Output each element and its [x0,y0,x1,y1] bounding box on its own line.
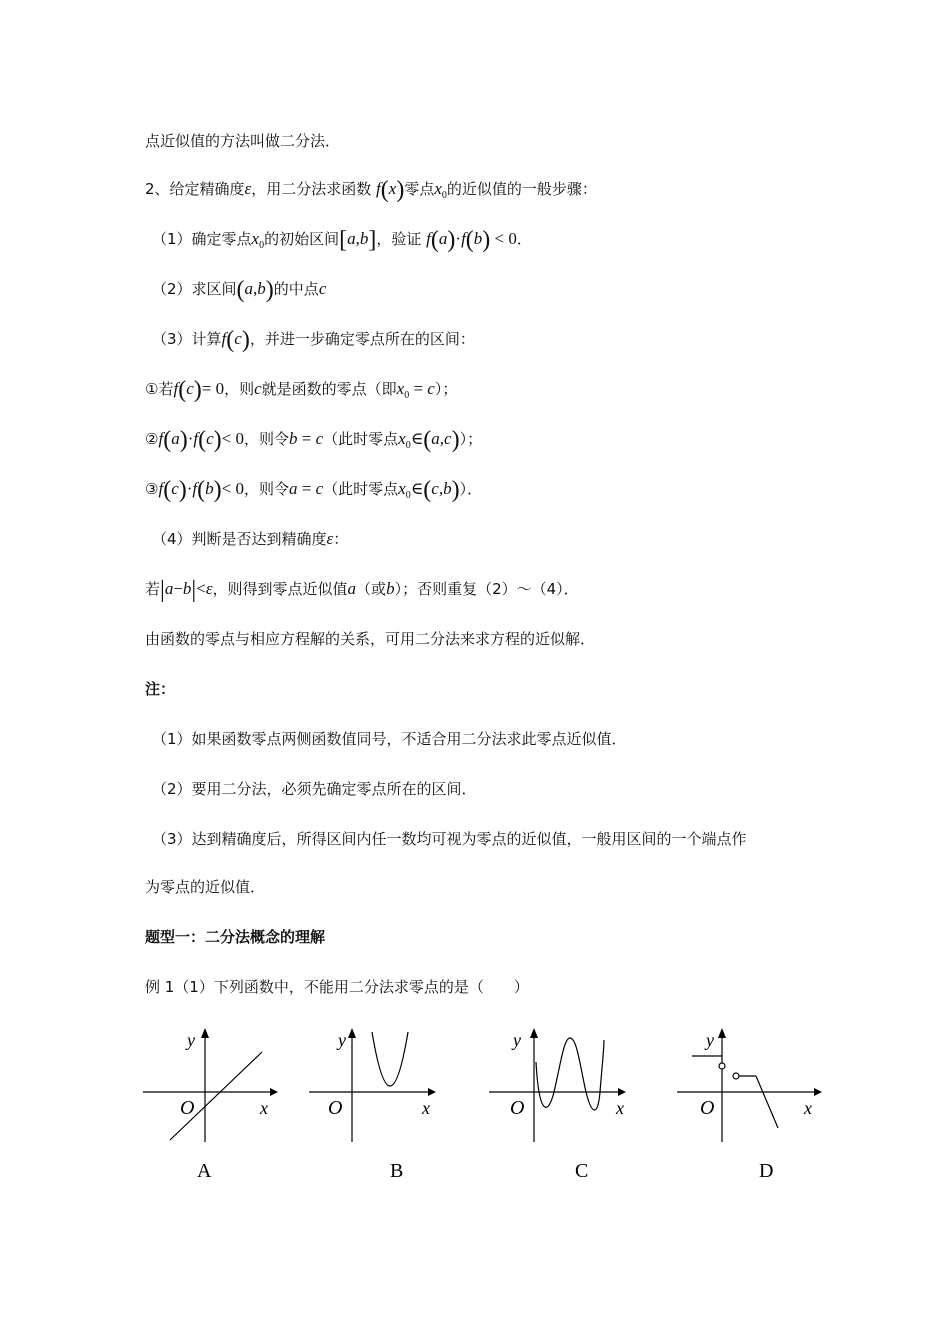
graph-c-wave [536,1038,604,1110]
case-2: ②f(a)·f(c)< 0，则令b = c（此时零点$x_0\in(a,c)$）； [145,427,483,453]
example-question: 例 1（1）下列函数中，不能用二分法求零点的是（ ） [145,978,529,996]
check-line: 若|a−b|<ε，则得到零点近似值a（或b）；否则重复（2）～（4）． [145,577,579,603]
step-3: （3）计算f(c)，并进一步确定零点所在的区间： [152,327,475,353]
graph-c-label: C [575,1160,589,1182]
svg-text:x: x [804,1098,812,1118]
case-1: ①若f(c)= 0，则c就是函数的零点（即$x_0 = c$）； [145,377,458,403]
svg-text:O: O [180,1097,195,1119]
note-item: （2）要用二分法，必须先确定零点所在的区间． [152,780,477,798]
graph-d-open-point [719,1063,725,1069]
note-item-continued: 为零点的近似值． [145,878,266,896]
step-intro: 2、给定精确度ε，用二分法求函数 f(x)零点$x_0$的近似值的一般步骤： [145,177,597,203]
step-2: （2）求区间(a,b)的中点c [152,277,327,303]
graph-d-label: D [759,1160,774,1182]
svg-text:O: O [700,1097,715,1119]
graph-a-line [170,1052,262,1140]
step-1: （1）确定零点$x_0$的初始区间[a,b]，验证 f(a)·f(b) < 0． [152,227,532,253]
svg-text:O: O [328,1097,343,1119]
svg-text:y: y [706,1030,714,1050]
svg-text:y: y [338,1030,346,1050]
note-item: （1）如果函数零点两侧函数值同号，不适合用二分法求此零点近似值． [152,730,627,748]
graph-d-open-point [733,1073,739,1079]
text-line: 点近似值的方法叫做二分法． [145,132,341,150]
graph-b-label: B [390,1160,404,1182]
graph-d [674,1020,824,1190]
graph-b-parabola [372,1032,408,1086]
note-item: （3）达到精确度后，所得区间内任一数均可视为零点的近似值，一般用区间的一个端点作 [152,830,747,848]
section-title: 题型一：二分法概念的理解 [145,928,326,946]
graph-d-segment-right [756,1076,778,1128]
summary-line: 由函数的零点与相应方程解的关系，可用二分法来求方程的近似解． [145,630,596,648]
svg-text:y: y [513,1030,521,1050]
graph-c [486,1020,636,1190]
svg-text:O: O [510,1097,525,1119]
svg-text:y: y [187,1030,195,1050]
step-4: （4）判断是否达到精确度ε： [152,529,349,548]
graph-b [306,1020,446,1190]
graph-a [140,1020,280,1190]
note-title: 注： [145,680,176,698]
svg-text:x: x [260,1098,268,1118]
graph-a-label: A [197,1160,212,1182]
svg-text:x: x [616,1098,624,1118]
case-3: ③f(c)·f(b)< 0，则令a = c（此时零点$x_0\in(c,b)$）． [145,477,483,503]
svg-text:x: x [422,1098,430,1118]
